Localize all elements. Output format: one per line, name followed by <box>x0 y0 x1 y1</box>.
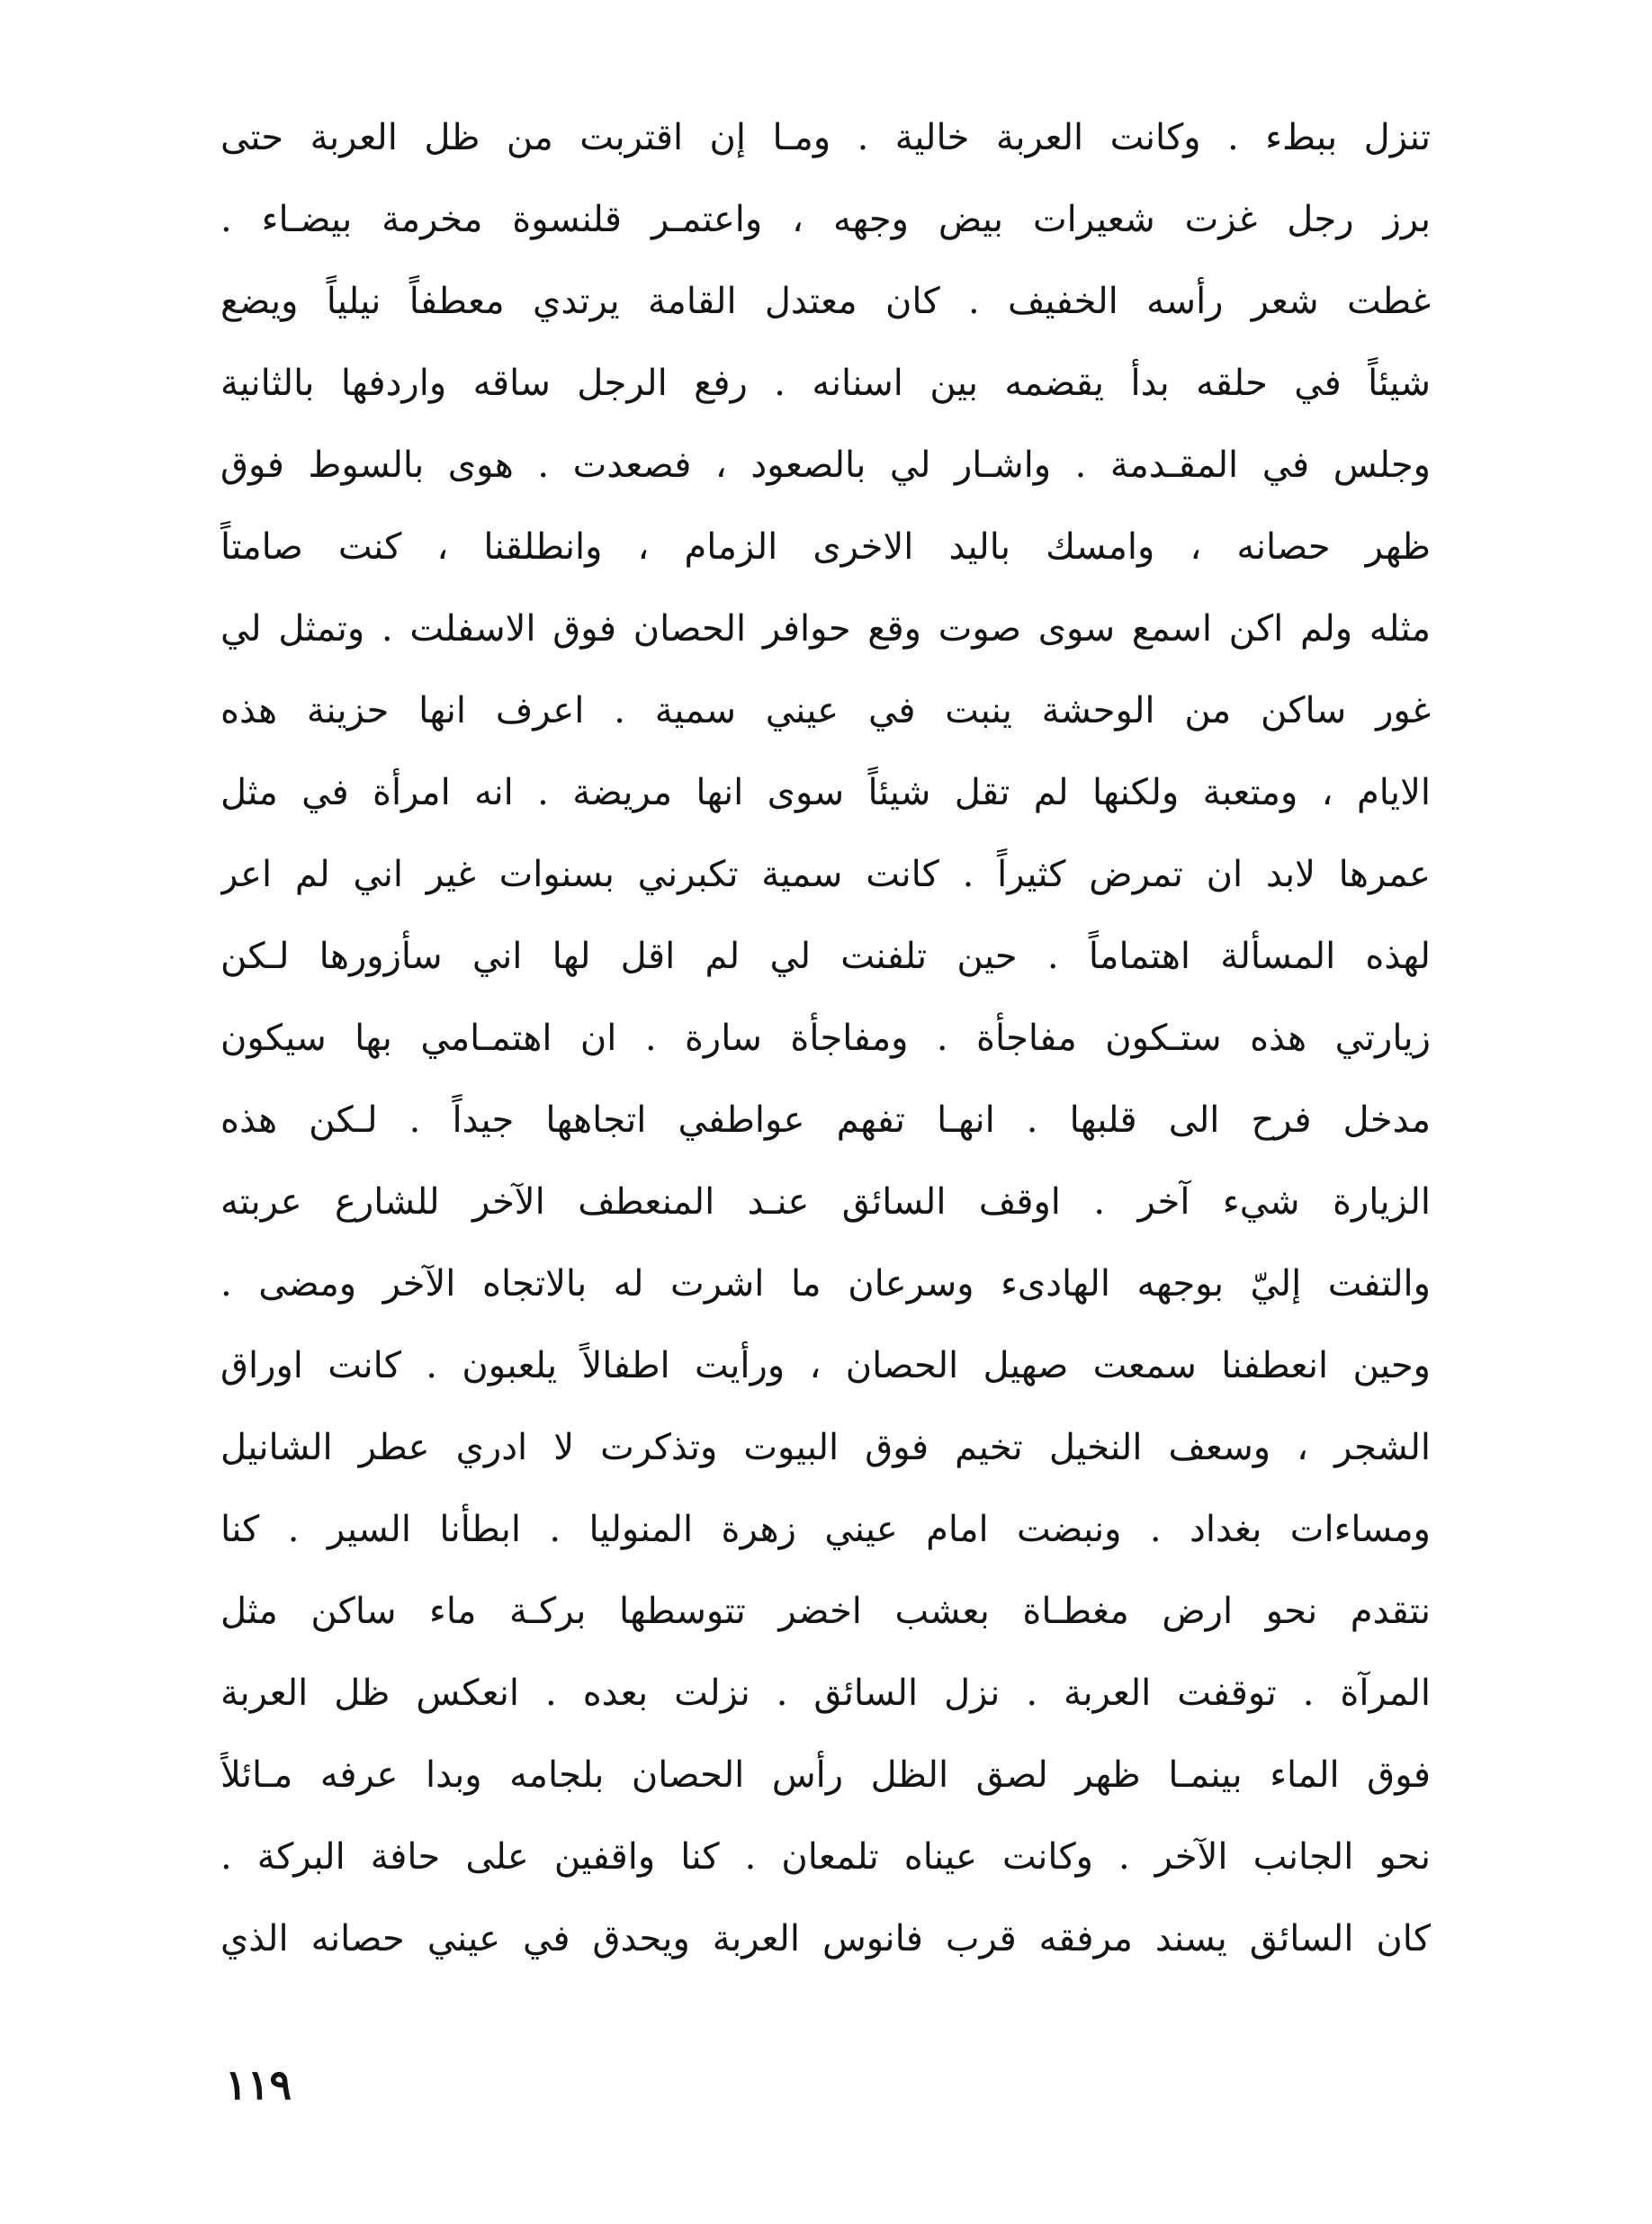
text-line: كان السائق يسند مرفقه قرب فانوس العربة ويحدق في عيني حصانه الذي <box>220 1918 1431 1959</box>
text-line: شيئاً في حلقه بدأ يقضمه بين اسنانه . رفع الرجل ساقه واردفها بالثانية <box>220 363 1431 404</box>
text-line: زيارتي هذه ستـكون مفاجأة . ومفاجأة سارة . ان اهتمـامي بها سيكون <box>220 1018 1431 1059</box>
text-line: نتقدم نحو ارض مغطـاة بعشب اخضر تتوسطها بركـة ماء ساكن مثل <box>220 1591 1431 1632</box>
text-line: الايام ، ومتعبة ولكنها لم تقل شيئاً سوى انها مريضة . انه امرأة في مثل <box>220 772 1431 813</box>
text-line: غطت شعر رأسه الخفيف . كان معتدل القامة يرتدي معطفاً نيلياً ويضع <box>220 281 1431 322</box>
text-line: والتفت إليّ بوجهه الهادىء وسرعان ما اشرت له بالاتجاه الآخر ومضى . <box>220 1263 1431 1305</box>
text-line: تنزل ببطء . وكانت العربة خالية . ومـا إن اقتربت من ظل العربة حتى <box>220 117 1431 158</box>
text-line: عمرها لابد ان تمرض كثيراً . كانت سمية تكبرني بسنوات غير اني لم اعر <box>220 854 1431 895</box>
text-line: مدخل فرح الى قلبها . انهـا تفهم عواطفي اتجاهها جيداً . لـكن هذه <box>220 1099 1431 1141</box>
text-line: ظهر حصانه ، وامسك باليد الاخرى الزمام ، وانطلقنا ، كنت صامتاً <box>220 526 1431 568</box>
body-text <box>220 97 1431 1980</box>
text-line: ومساءات بغداد . ونبضت امام عيني زهرة المنوليا . ابطأنا السير . كنا <box>220 1509 1431 1550</box>
text-line: الشجر ، وسعف النخيل تخيم فوق البيوت وتذكرت لا ادري عطر الشانيل <box>220 1427 1431 1468</box>
text-line: الزيارة شيء آخر . اوقف السائق عنـد المنعطف الآخر للشارع عربته <box>220 1181 1431 1223</box>
text-line: غور ساكن من الوحشة ينبت في عيني سمية . اعرف انها حزينة هذه <box>220 690 1431 731</box>
text-line: مثله ولم اكن اسمع سوى صوت وقع حوافر الحصان فوق الاسفلت . وتمثل لي <box>220 608 1431 650</box>
text-line: لهذه المسألة اهتماماً . حين تلفنت لي لم اقل لها اني سأزورها لـكن <box>220 936 1431 977</box>
text-line: برز رجل غزت شعيرات بيض وجهه ، واعتمـر قلنسوة مخرمة بيضـاء . <box>220 199 1431 240</box>
text-line: وجلس في المقـدمة . واشـار لي بالصعود ، فصعدت . هوى بالسوط فوق <box>220 444 1431 486</box>
text-line: نحو الجانب الآخر . وكانت عيناه تلمعان . كنا واقفين على حافة البركة . <box>220 1836 1431 1878</box>
text-line: فوق الماء بينمـا ظهر لصق الظل رأس الحصان بلجامه وبدا عرفه مـائلاً <box>220 1754 1431 1796</box>
page-number: ١١٩ <box>225 2060 292 2109</box>
text-line: المرآة . توقفت العربة . نزل السائق . نزلت بعده . انعكس ظل العربة <box>220 1672 1431 1714</box>
text-line: وحين انعطفنا سمعت صهيل الحصان ، ورأيت اطفالاً يلعبون . كانت اوراق <box>220 1345 1431 1386</box>
